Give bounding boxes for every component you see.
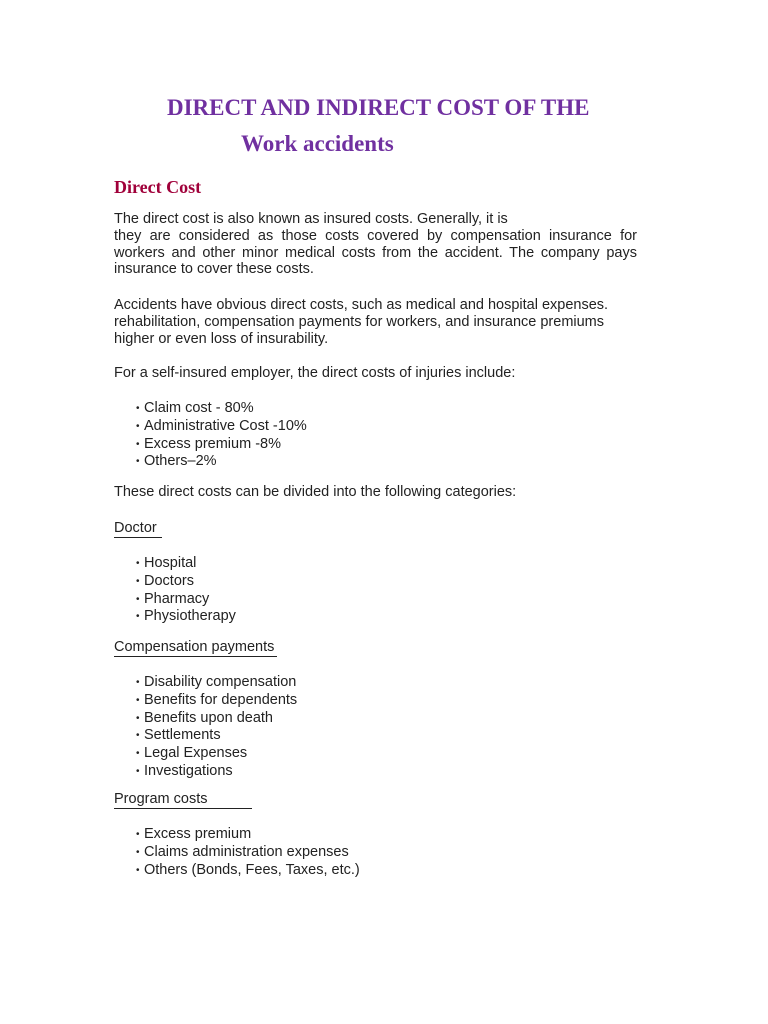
bullet-icon: • xyxy=(136,748,140,760)
paragraph-text: they are considered as those costs covered by compensation insurance for workers and other minor medical costs from the accident. The company pays insurance to cover these costs. xyxy=(114,227,637,278)
section-heading-direct-cost: Direct Cost xyxy=(114,177,202,197)
bullet-icon: • xyxy=(136,712,140,724)
list-item xyxy=(136,418,307,436)
bullet-icon: • xyxy=(136,403,140,414)
subheading-program-costs: Program costs xyxy=(114,791,252,809)
doctor-list xyxy=(136,555,236,626)
list-item xyxy=(136,453,307,471)
paragraph-categories xyxy=(114,484,637,501)
compensation-list xyxy=(136,674,297,781)
list-item-text: Claims administration expenses xyxy=(144,843,349,860)
paragraph-obvious-costs xyxy=(114,297,637,347)
subheading-doctor: Doctor xyxy=(114,520,162,538)
list-item xyxy=(136,862,360,880)
bullet-icon: • xyxy=(136,575,140,587)
bullet-icon: • xyxy=(136,420,140,432)
list-item xyxy=(136,763,297,781)
bullet-icon: • xyxy=(136,677,140,688)
bullet-icon: • xyxy=(136,730,140,742)
paragraph-text: Accidents have obvious direct costs, such as medical and hospital expenses. rehabilitation, compensation payments for workers, and insurance premiums higher or even loss of insurability. xyxy=(114,297,609,347)
list-item xyxy=(136,674,297,692)
paragraph-text: These direct costs can be divided into the following categories: xyxy=(114,484,517,500)
list-item-text: Settlements xyxy=(144,727,221,744)
list-item xyxy=(136,555,236,573)
list-item-text: Legal Expenses xyxy=(144,745,248,762)
list-item xyxy=(136,591,236,609)
list-item-text: Excess premium xyxy=(144,826,252,842)
bullet-icon: • xyxy=(136,456,140,468)
list-item-text: Investigations xyxy=(144,762,233,779)
list-item-text: Others (Bonds, Fees, Taxes, etc.) xyxy=(144,861,360,878)
list-item xyxy=(136,436,307,454)
list-item xyxy=(136,844,360,862)
list-item-text: Benefits upon death xyxy=(144,709,273,726)
list-item-text: Pharmacy xyxy=(144,590,210,607)
bullet-icon: • xyxy=(136,829,140,840)
program-costs-list xyxy=(136,826,360,879)
list-item-text: Benefits for dependents xyxy=(144,691,298,708)
list-item xyxy=(136,745,297,763)
list-item xyxy=(136,727,297,745)
bullet-icon: • xyxy=(136,846,140,858)
paragraph-self-insured xyxy=(114,365,637,382)
bullet-icon: • xyxy=(136,694,140,706)
cost-breakdown-list xyxy=(136,400,307,471)
bullet-icon: • xyxy=(136,593,140,605)
paragraph-line: The direct cost is also known as insured costs. Generally, it is xyxy=(114,211,508,227)
list-item-text: Excess premium -8% xyxy=(144,435,281,452)
list-item-text: Disability compensation xyxy=(144,674,297,690)
list-item xyxy=(136,710,297,728)
bullet-icon: • xyxy=(136,558,140,569)
bullet-icon: • xyxy=(136,438,140,450)
list-item-text: Administrative Cost -10% xyxy=(144,417,307,434)
bullet-icon: • xyxy=(136,864,140,876)
list-item xyxy=(136,573,236,591)
list-item xyxy=(136,400,307,418)
bullet-icon: • xyxy=(136,611,140,623)
document-title-line-2: Work accidents xyxy=(241,131,394,156)
list-item-text: Doctors xyxy=(144,572,194,589)
list-item xyxy=(136,826,360,844)
document-title-line-1: DIRECT AND INDIRECT COST OF THE xyxy=(167,95,590,120)
list-item xyxy=(136,692,297,710)
list-item-text: Claim cost - 80% xyxy=(144,400,254,416)
bullet-icon: • xyxy=(136,765,140,777)
paragraph-text: For a self-insured employer, the direct costs of injuries include: xyxy=(114,365,516,381)
list-item-text: Physiotherapy xyxy=(144,608,236,625)
paragraph-insured-costs xyxy=(114,211,637,278)
list-item-text: Hospital xyxy=(144,555,197,571)
subheading-compensation-payments: Compensation payments xyxy=(114,639,277,657)
list-item xyxy=(136,608,236,626)
list-item-text: Others–2% xyxy=(144,453,217,470)
